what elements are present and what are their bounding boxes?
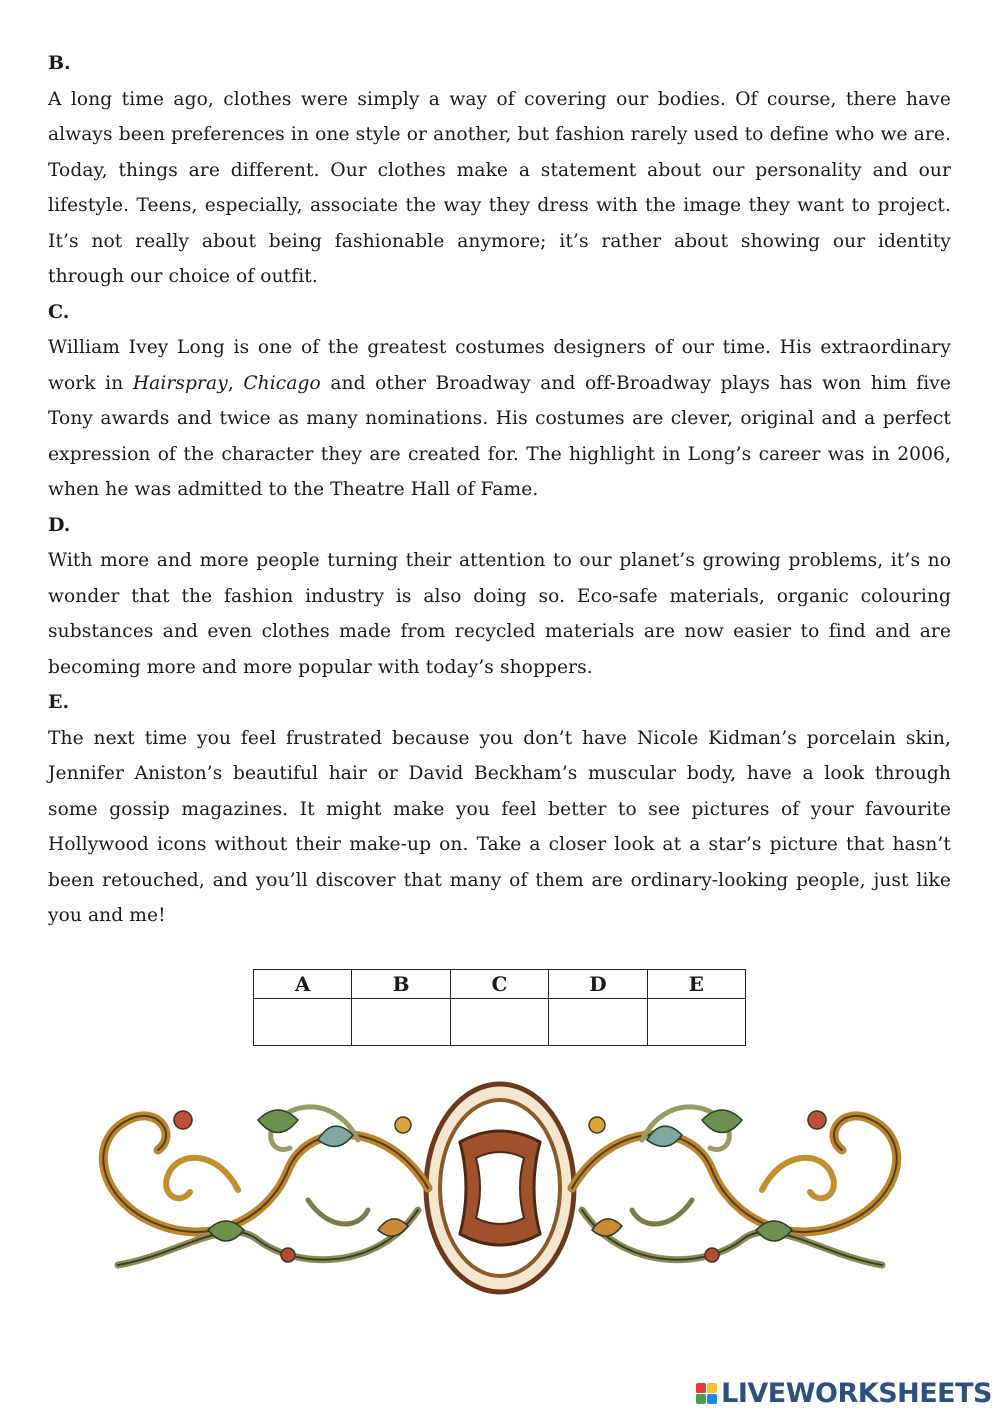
section-label-d: D. <box>48 513 71 536</box>
brand-name[interactable]: LIVEWORKSHEETS <box>721 1377 992 1409</box>
reading-text <box>48 46 951 934</box>
answer-cell-d <box>549 999 647 1046</box>
answer-table <box>253 969 746 1046</box>
answer-header-b: B <box>352 970 450 999</box>
answer-header-d: D <box>549 970 647 999</box>
brand-footer <box>696 1378 992 1408</box>
liveworksheets-logo-icon <box>696 1383 717 1404</box>
answer-cell-e <box>647 999 745 1046</box>
answer-header-c: C <box>450 970 548 999</box>
baroque-floral-border-icon <box>58 1080 942 1296</box>
answer-input-b[interactable] <box>355 1003 447 1041</box>
logo-tile-3 <box>696 1394 706 1404</box>
paragraph-c-part-2: , <box>227 372 244 394</box>
section-label-c: C. <box>48 300 70 323</box>
logo-tile-4 <box>707 1394 717 1404</box>
paragraph-d: With more and more people turning their attention to our planet’s growing problems, it’s no wonder that the fashion industry is also doing so. Eco-safe materials, organic colouring substances and even clothes made from recycled materials are now easier to find and are becoming more and more popular with today’s shoppers. <box>48 550 951 678</box>
logo-tile-2 <box>707 1383 717 1393</box>
logo-tile-1 <box>696 1383 706 1393</box>
paragraph-c-part-1: William Ivey Long is one of the greatest costumes designers of our time. His extraordinary work in <box>48 337 951 394</box>
answer-table-input-row <box>254 999 746 1046</box>
paragraph-c-chicago: Chicago <box>243 372 321 394</box>
section-label-b: B. <box>48 52 71 74</box>
answer-header-a: A <box>254 970 352 999</box>
answer-header-e: E <box>647 970 745 999</box>
paragraph-b: A long time ago, clothes were simply a way of covering our bodies. Of course, there have always been preferences in one style or another, but fashion rarely used to define who we are. Today, things are different. Our clothes make a statement about our personality and our lifestyle. Teens, especially, associate the way they dress with the image they want to project. It’s not really about being fashionable anymore; it’s rather about showing our identity through our choice of outfit. <box>48 88 951 287</box>
answer-cell-a <box>254 999 352 1046</box>
paragraph-e: The next time you feel frustrated because you don’t have Nicole Kidman’s porcelain skin, Jennifer Aniston’s beautiful hair or David Beckham’s muscular body, have a look through some gossip magazines. It might make you feel better to see pictures of your favourite Hollywood icons without their make-up on. Take a closer look at a star’s picture that hasn’t been retouched, and you’ll discover that many of them are ordinary-looking people, just like you and me! <box>48 727 951 926</box>
answer-cell-b <box>352 999 450 1046</box>
answer-table-header-row <box>254 970 746 999</box>
section-label-e: E. <box>48 691 70 713</box>
paragraph-c-part-3: and other Broadway and off-Broadway plays has won him five Tony awards and twice as many nominations. His costumes are clever, original and a perfect expression of the character they are created for. The highlight in Long’s career was in 2006, when he was admitted to the Theatre Hall of Fame. <box>48 372 952 500</box>
paragraph-c-hairspray: Hairspray <box>132 372 228 394</box>
answer-input-a[interactable] <box>257 1003 349 1041</box>
answer-input-d[interactable] <box>552 1003 644 1041</box>
paragraph-c <box>48 330 951 508</box>
answer-input-e[interactable] <box>650 1003 742 1041</box>
answer-cell-c <box>450 999 548 1046</box>
answer-input-c[interactable] <box>454 1003 546 1041</box>
